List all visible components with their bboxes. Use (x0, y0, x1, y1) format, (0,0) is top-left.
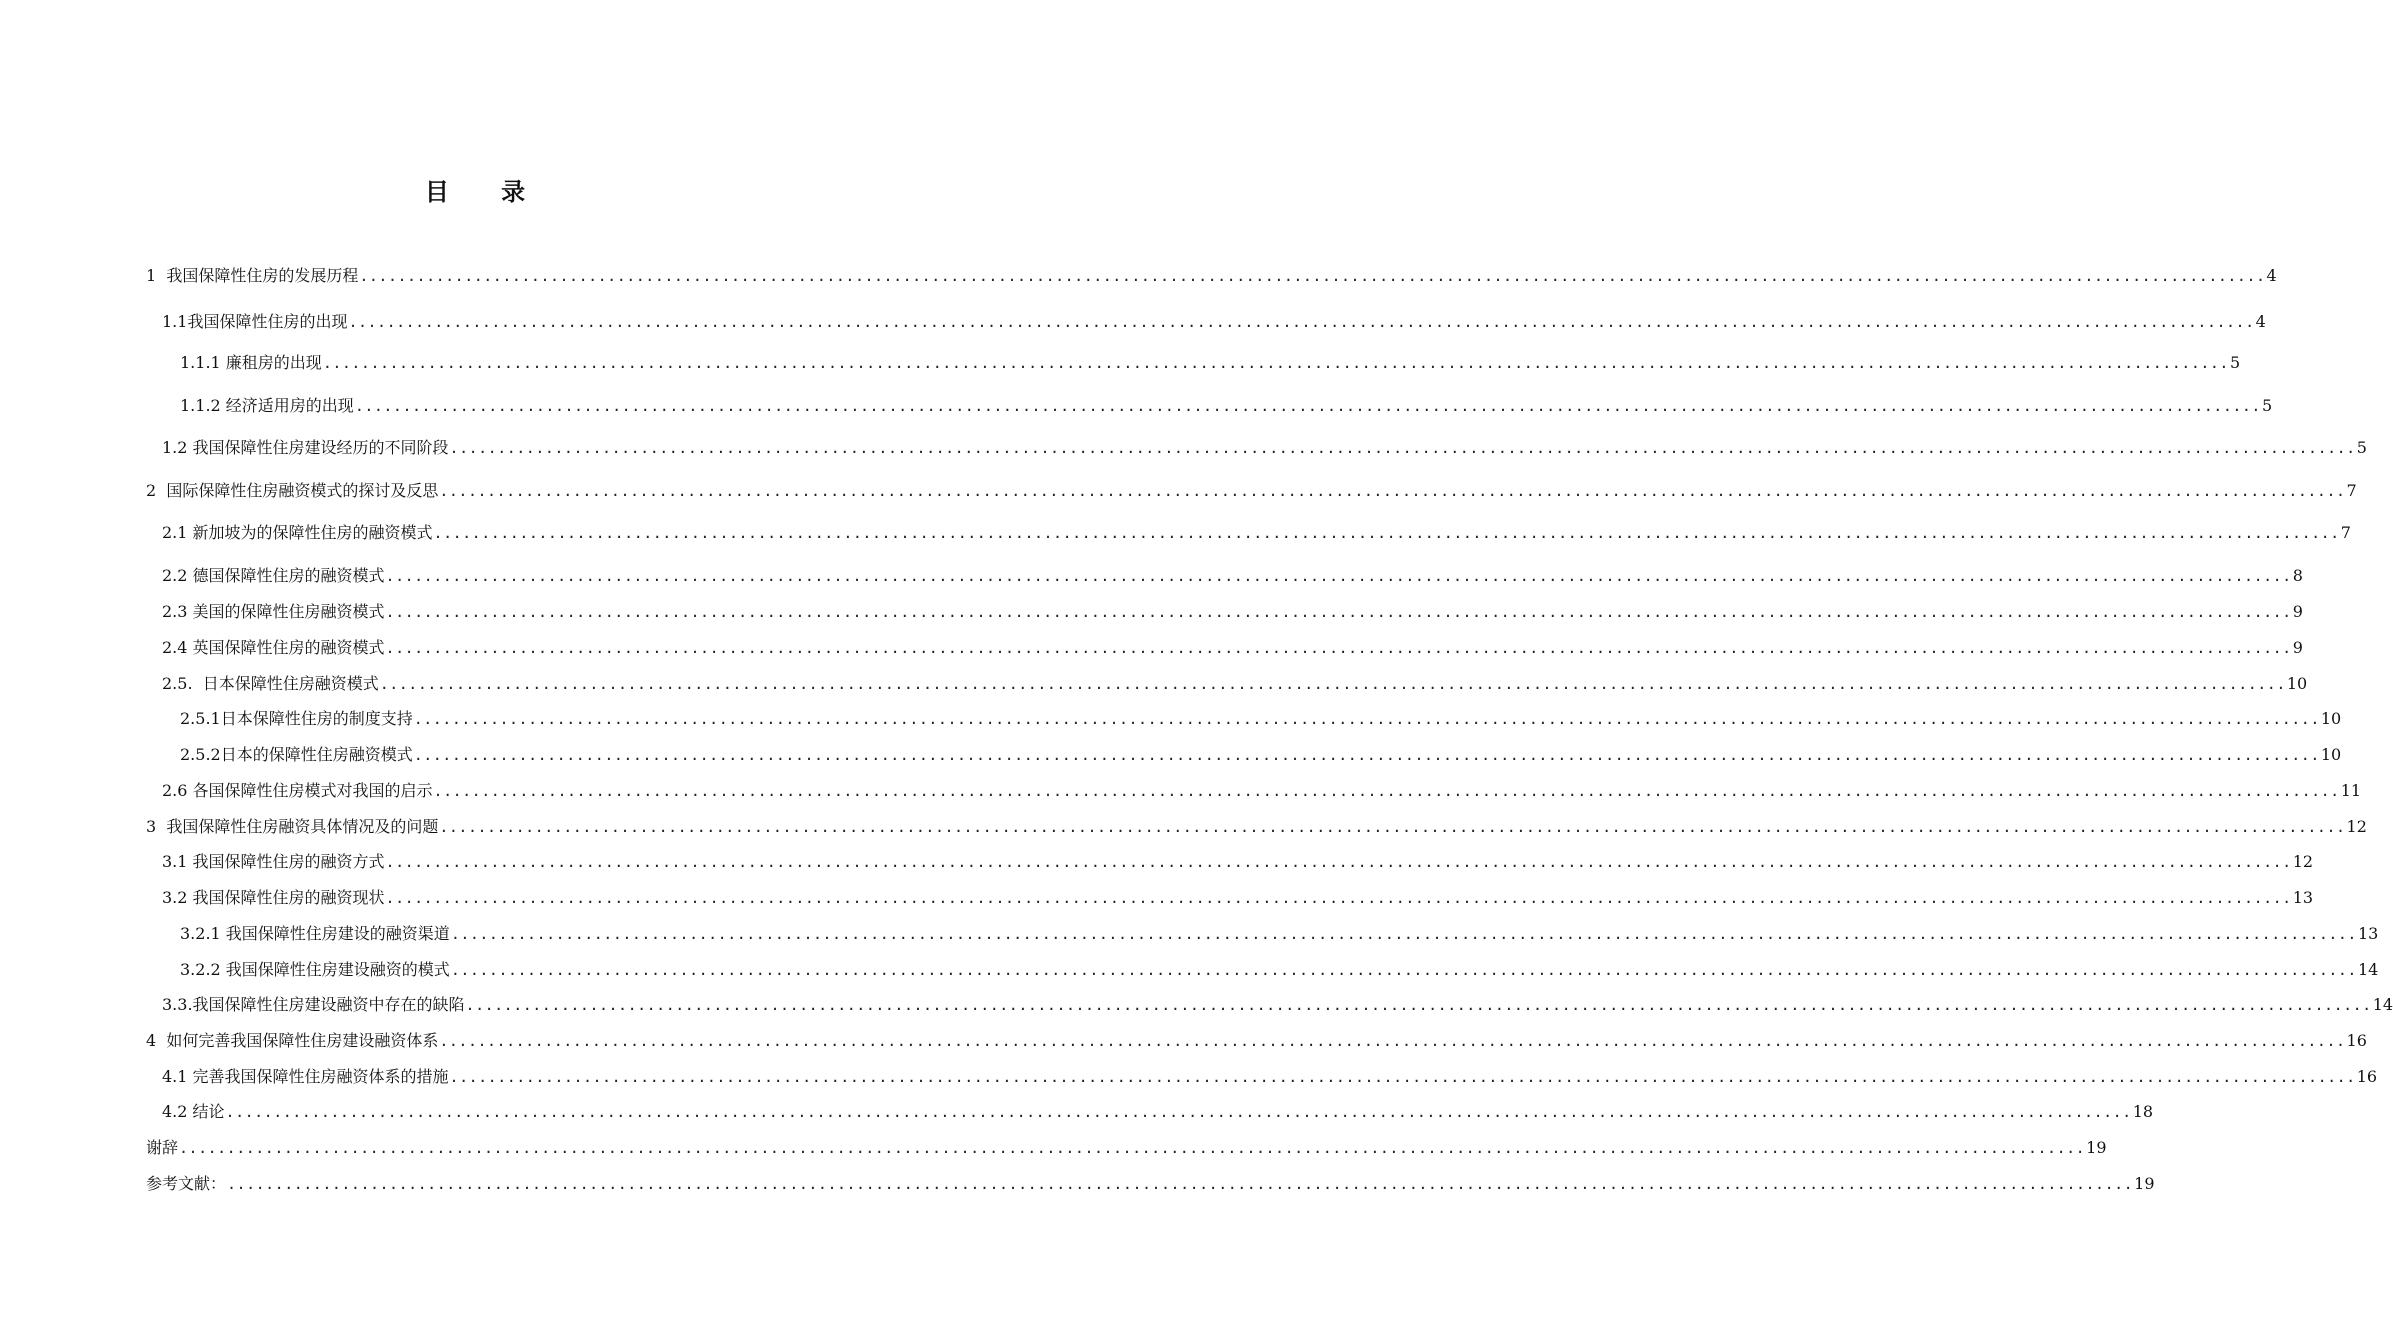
toc-entry-page: 7 (2346, 481, 2357, 500)
toc-entry-page: 10 (2286, 674, 2308, 693)
toc-leader-dots: ........................................................................................................................................................................................................ (385, 567, 2292, 585)
toc-entry[interactable] (146, 1174, 2155, 1194)
toc-entry-page: 4 (2266, 266, 2277, 285)
toc-entry[interactable] (180, 709, 2342, 729)
toc-leader-dots: ........................................................................................................................................................................................................ (322, 354, 2229, 372)
toc-entry[interactable] (162, 781, 2362, 801)
toc-entry-page: 7 (2340, 523, 2351, 542)
toc-entry[interactable] (162, 438, 2367, 458)
toc-leader-dots: ........................................................................................................................................................................................................ (385, 639, 2292, 657)
toc-entry-page: 9 (2292, 638, 2303, 657)
toc-leader-dots: ........................................................................................................................................................................................................ (449, 1068, 2356, 1086)
toc-entry-label: 2.3 美国的保障性住房融资模式 (162, 602, 385, 621)
toc-entry-page: 10 (2320, 709, 2342, 728)
toc-leader-dots: ........................................................................................................................................................................................................ (450, 961, 2357, 979)
toc-entry-page: 19 (2086, 1138, 2107, 1157)
toc-leader-dots: ........................................................................................................................................................................................................ (433, 782, 2340, 800)
toc-entry[interactable] (162, 1067, 2378, 1087)
toc-leader-dots: ........................................................................................................................................................................................................ (439, 1032, 2346, 1050)
toc-leader-dots: ........................................................................................................................................................................................................ (354, 397, 2261, 415)
toc-entry-label: 3.2.2 我国保障性住房建设融资的模式 (180, 960, 450, 979)
toc-leader-dots: ........................................................................................................................................................................................................ (439, 482, 2346, 500)
toc-leader-dots: ........................................................................................................................................................................................................ (433, 524, 2340, 542)
toc-leader-dots: ........................................................................................................................................................................................................ (359, 267, 2266, 285)
toc-entry[interactable] (162, 312, 2266, 332)
toc-entry-page: 14 (2357, 960, 2379, 979)
toc-entry[interactable] (146, 817, 2367, 837)
toc-leader-dots: ........................................................................................................................................................................................................ (348, 313, 2255, 331)
toc-entry-page: 16 (2346, 1031, 2367, 1050)
toc-entry-label: 1.2 我国保障性住房建设经历的不同阶段 (162, 438, 449, 457)
toc-entry-label: 4.2 结论 (162, 1102, 225, 1121)
toc-entry[interactable] (162, 602, 2303, 622)
toc-entry[interactable] (162, 674, 2308, 694)
toc-leader-dots: ........................................................................................................................................................................................................ (379, 675, 2286, 693)
toc-entry[interactable] (180, 960, 2379, 980)
toc-entry[interactable] (162, 566, 2303, 586)
toc-entry[interactable] (162, 852, 2314, 872)
toc-entry-page: 4 (2255, 312, 2266, 331)
toc-entry-label: 3.2 我国保障性住房的融资现状 (162, 888, 385, 907)
toc-entry[interactable] (146, 266, 2277, 286)
toc-entry-label: 1.1.1 廉租房的出现 (180, 353, 322, 372)
toc-entry-label: 参考文献： (146, 1174, 227, 1193)
toc-leader-dots: ........................................................................................................................................................................................................ (450, 925, 2357, 943)
toc-entry-label: 2.5.1日本保障性住房的制度支持 (180, 709, 413, 728)
toc-entry[interactable] (162, 888, 2314, 908)
toc-entry-label: 1 我国保障性住房的发展历程 (146, 266, 359, 285)
toc-leader-dots: ........................................................................................................................................................................................................ (179, 1139, 2086, 1157)
toc-leader-dots: ........................................................................................................................................................................................................ (385, 853, 2292, 871)
toc-entry-label: 2.4 英国保障性住房的融资模式 (162, 638, 385, 657)
toc-entry[interactable] (146, 481, 2357, 501)
toc-entry[interactable] (162, 638, 2303, 658)
toc-leader-dots: ........................................................................................................................................................................................................ (227, 1175, 2134, 1193)
toc-entry-label: 1.1.2 经济适用房的出现 (180, 396, 354, 415)
toc-leader-dots: ........................................................................................................................................................................................................ (439, 818, 2346, 836)
toc-entry-label: 3.1 我国保障性住房的融资方式 (162, 852, 385, 871)
toc-entry-label: 3.3.我国保障性住房建设融资中存在的缺陷 (162, 995, 465, 1014)
toc-entry-page: 14 (2372, 995, 2393, 1014)
toc-entry-page: 9 (2292, 602, 2303, 621)
toc-entry-label: 1.1我国保障性住房的出现 (162, 312, 348, 331)
toc-entry-label: 4.1 完善我国保障性住房融资体系的措施 (162, 1067, 449, 1086)
toc-entry-page: 12 (2292, 852, 2314, 871)
toc-leader-dots: ........................................................................................................................................................................................................ (385, 603, 2292, 621)
toc-entry-label: 2 国际保障性住房融资模式的探讨及反思 (146, 481, 439, 500)
toc-title: 目 录 (424, 178, 548, 206)
toc-entry-label: 2.5.2日本的保障性住房融资模式 (180, 745, 413, 764)
toc-entry-label: 3 我国保障性住房融资具体情况及的问题 (146, 817, 439, 836)
toc-entry-page: 8 (2292, 566, 2303, 585)
toc-entry-page: 13 (2357, 924, 2379, 943)
toc-entry-page: 5 (2356, 438, 2367, 457)
toc-entry[interactable] (180, 924, 2379, 944)
toc-entry-page: 5 (2261, 396, 2273, 415)
toc-entry-page: 19 (2134, 1174, 2155, 1193)
toc-entry-label: 3.2.1 我国保障性住房建设的融资渠道 (180, 924, 450, 943)
toc-entry-label: 2.6 各国保障性住房模式对我国的启示 (162, 781, 433, 800)
toc-entry-label: 2.5. 日本保障性住房融资模式 (162, 674, 379, 693)
toc-entry-page: 10 (2320, 745, 2342, 764)
toc-entry[interactable] (162, 523, 2351, 543)
toc-leader-dots: ........................................................................................................................................................................................................ (413, 710, 2320, 728)
toc-entry-label: 4 如何完善我国保障性住房建设融资体系 (146, 1031, 439, 1050)
toc-entry-label: 2.2 德国保障性住房的融资模式 (162, 566, 385, 585)
toc-leader-dots: ........................................................................................................................................................................................................ (465, 996, 2372, 1014)
toc-entry[interactable] (180, 353, 2241, 373)
toc-entry-page: 18 (2132, 1102, 2154, 1121)
toc-entry-label: 谢辞 (146, 1138, 179, 1157)
toc-entry[interactable] (146, 1031, 2367, 1051)
toc-entry[interactable] (146, 1138, 2107, 1158)
toc-leader-dots: ........................................................................................................................................................................................................ (413, 746, 2320, 764)
toc-leader-dots: ........................................................................................................................................................................................................ (225, 1103, 2132, 1121)
toc-entry-page: 12 (2346, 817, 2367, 836)
toc-entry[interactable] (162, 1102, 2154, 1122)
toc-entry-page: 5 (2229, 353, 2241, 372)
toc-entry[interactable] (162, 995, 2393, 1015)
toc-entry[interactable] (180, 396, 2273, 416)
toc-entry-page: 13 (2292, 888, 2314, 907)
toc-leader-dots: ........................................................................................................................................................................................................ (449, 439, 2356, 457)
toc-entry-label: 2.1 新加坡为的保障性住房的融资模式 (162, 523, 433, 542)
toc-leader-dots: ........................................................................................................................................................................................................ (385, 889, 2292, 907)
toc-entry-page: 16 (2356, 1067, 2378, 1086)
toc-entry-page: 11 (2340, 781, 2362, 800)
toc-entry[interactable] (180, 745, 2342, 765)
